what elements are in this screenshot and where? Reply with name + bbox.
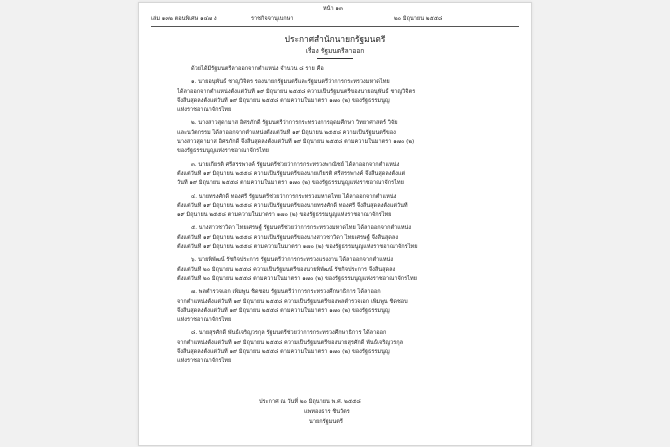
item-line: แห่งราชอาณาจักรไทย [177, 358, 232, 365]
item-line: ๓. นายเกียรติ ศรีสรรพางค์ รัฐมนตรีช่วยว่าการกระทรวงพาณิชย์ ได้ลาออกจากตำแหน่ง [191, 161, 400, 168]
item-line: ได้ลาออกจากตำแหน่งตั้งแต่วันที่ ๑๙ มิถุนายน ๒๕๕๘ ความเป็นรัฐมนตรีของนายอนุพันธ์ ชาญวิจิตร [177, 88, 416, 95]
item-line: แห่งราชอาณาจักรไทย [177, 317, 232, 324]
item-line: จึงสิ้นสุดลงตั้งแต่วันที่ ๑๙ มิถุนายน ๒๕๕๘ ตามความในมาตรา ๑๗๐ (๒) ของรัฐธรรมนูญ [177, 307, 390, 314]
resignation-item-7 [177, 288, 505, 325]
item-line: ตั้งแต่วันที่ ๑๙ มิถุนายน ๒๕๕๘ ความเป็นรัฐมนตรีของนายเกียรติ ศรีสรรพางค์ จึงสิ้นสุดลงตั้งแต่ [177, 170, 406, 177]
item-line: จึงสิ้นสุดลงตั้งแต่วันที่ ๑๙ มิถุนายน ๒๕๕๘ ตามความในมาตรา ๑๗๐ (๒) ของรัฐธรรมนูญ [177, 349, 390, 356]
intro-paragraph: ด้วยได้มีรัฐมนตรีลาออกจากตำแหน่ง จำนวน ๘ ราย คือ [191, 66, 324, 72]
item-line: จากตำแหน่งตั้งแต่วันที่ ๑๙ มิถุนายน ๒๕๕๘ ความเป็นรัฐมนตรีของพลตำรวจเอก เพิ่มพูน ชิดชอบ [177, 298, 408, 305]
title-divider [317, 58, 353, 59]
header-divider [151, 26, 519, 27]
item-line: ๔. นายทรงศักดิ์ ทองศรี รัฐมนตรีช่วยว่าการกระทรวงมหาดไทย ได้ลาออกจากตำแหน่ง [191, 193, 397, 200]
item-line: นางสาวสุดามาส อิศรภักดี จึงสิ้นสุดลงตั้งแต่วันที่ ๑๙ มิถุนายน ๒๕๕๘ ตามความในมาตรา ๑๗๐ (๒) [177, 139, 415, 146]
item-line: ตั้งแต่วันที่ ๑๙ มิถุนายน ๒๕๕๘ ความเป็นรัฐมนตรีของนางสาวชาวิดา ไทยเศรษฐ์ จึงสิ้นสุดลง [177, 234, 399, 241]
resignation-item-4 [177, 193, 505, 221]
announcement-date: ประกาศ ณ วันที่ ๒๐ มิถุนายน พ.ศ. ๒๕๕๘ [259, 399, 361, 405]
announcement-title: ประกาศสำนักนายกรัฐมนตรี [284, 34, 386, 44]
item-line: ตั้งแต่วันที่ ๒๐ มิถุนายน ๒๕๕๘ ความเป็นรัฐมนตรีของนายพิพัฒน์ รัชกิจประการ จึงสิ้นสุดลง [177, 266, 396, 273]
resignation-item-2 [177, 119, 505, 156]
item-line: ตั้งแต่วันที่ ๑๙ มิถุนายน ๒๕๕๘ ความเป็นรัฐมนตรีของนายทรงศักดิ์ ทองศรี จึงสิ้นสุดลงตั้งแต่วันที่ [177, 202, 408, 209]
gazette-name: ราชกิจจานุเบกษา [251, 16, 294, 22]
signatory-position: นายกรัฐมนตรี [309, 419, 343, 425]
page-number: หน้า ๑๓ [323, 6, 343, 12]
resignation-item-3 [177, 161, 505, 189]
item-line: ๑๙ มิถุนายน ๒๕๕๘ ตามความในมาตรา ๑๗๐ (๒) ของรัฐธรรมนูญแห่งราชอาณาจักรไทย [177, 212, 392, 219]
resignation-item-5 [177, 224, 505, 252]
gazette-date: ๒๐ มิถุนายน ๒๕๕๘ [394, 16, 443, 22]
item-line: ตั้งแต่วันที่ ๒๐ มิถุนายน ๒๕๕๘ ตามความในมาตรา ๑๗๐ (๒) ของรัฐธรรมนูญแห่งราชอาณาจักรไทย [177, 275, 417, 282]
item-line: ของรัฐธรรมนูญแห่งราชอาณาจักรไทย [177, 148, 269, 155]
announcement-body [177, 65, 505, 367]
item-line: วันที่ ๑๙ มิถุนายน ๒๕๕๘ ตามความในมาตรา ๑๗๐ (๒) ของรัฐธรรมนูญแห่งราชอาณาจักรไทย [177, 180, 404, 187]
item-line: ๒. นางสาวสุดามาส อิศรภักดี รัฐมนตรีว่าการกระทรวงการอุดมศึกษา วิทยาศาสตร์ วิจัย [191, 120, 398, 127]
announcement-subject: เรื่อง รัฐมนตรีลาออก [305, 47, 365, 55]
resignation-item-8 [177, 329, 505, 366]
item-line: ๗. พลตำรวจเอก เพิ่มพูน ชิดชอบ รัฐมนตรีว่าการกระทรวงศึกษาธิการ ได้ลาออก [191, 289, 381, 296]
item-line: ตั้งแต่วันที่ ๑๙ มิถุนายน ๒๕๕๘ ตามความในมาตรา ๑๗๐ (๒) ของรัฐธรรมนูญแห่งราชอาณาจักรไทย [177, 244, 418, 251]
signatory-name: แพทองธาร ชินวัตร [304, 409, 350, 415]
resignation-item-1 [177, 78, 505, 115]
item-line: ๕. นางสาวชาวิดา ไทยเศรษฐ์ รัฐมนตรีช่วยว่าการกระทรวงมหาดไทย ได้ลาออกจากตำแหน่ง [191, 225, 412, 232]
item-line: และนวัตกรรม ได้ลาออกจากตำแหน่งตั้งแต่วันที่ ๑๙ มิถุนายน ๒๕๕๘ ความเป็นรัฐมนตรีของ [177, 129, 396, 136]
item-line: จากตำแหน่งตั้งแต่วันที่ ๑๙ มิถุนายน ๒๕๕๘ ความเป็นรัฐมนตรีของนายสุรศักดิ์ พันธ์เจริญวรกุล [177, 339, 404, 346]
item-line: ๘. นายสุรศักดิ์ พันธ์เจริญวรกุล รัฐมนตรีช่วยว่าการกระทรวงศึกษาธิการ ได้ลาออก [191, 330, 387, 337]
volume-label: เล่ม ๑๓๒ ตอนพิเศษ ๑๔๗ ง [151, 16, 217, 22]
item-line: จึงสิ้นสุดลงตั้งแต่วันที่ ๑๙ มิถุนายน ๒๕๕๘ ตามความในมาตรา ๑๗๐ (๒) ของรัฐธรรมนูญ [177, 97, 390, 104]
gazette-page [138, 2, 532, 446]
item-line: แห่งราชอาณาจักรไทย [177, 107, 232, 114]
item-line: ๖. นายพิพัฒน์ รัชกิจประการ รัฐมนตรีว่าการกระทรวงแรงงาน ได้ลาออกจากตำแหน่ง [191, 257, 394, 264]
item-line: ๑. นายอนุพันธ์ ชาญวิจิตร รองนายกรัฐมนตรีและรัฐมนตรีว่าการกระทรวงมหาดไทย [191, 79, 390, 86]
resignation-item-6 [177, 256, 505, 284]
